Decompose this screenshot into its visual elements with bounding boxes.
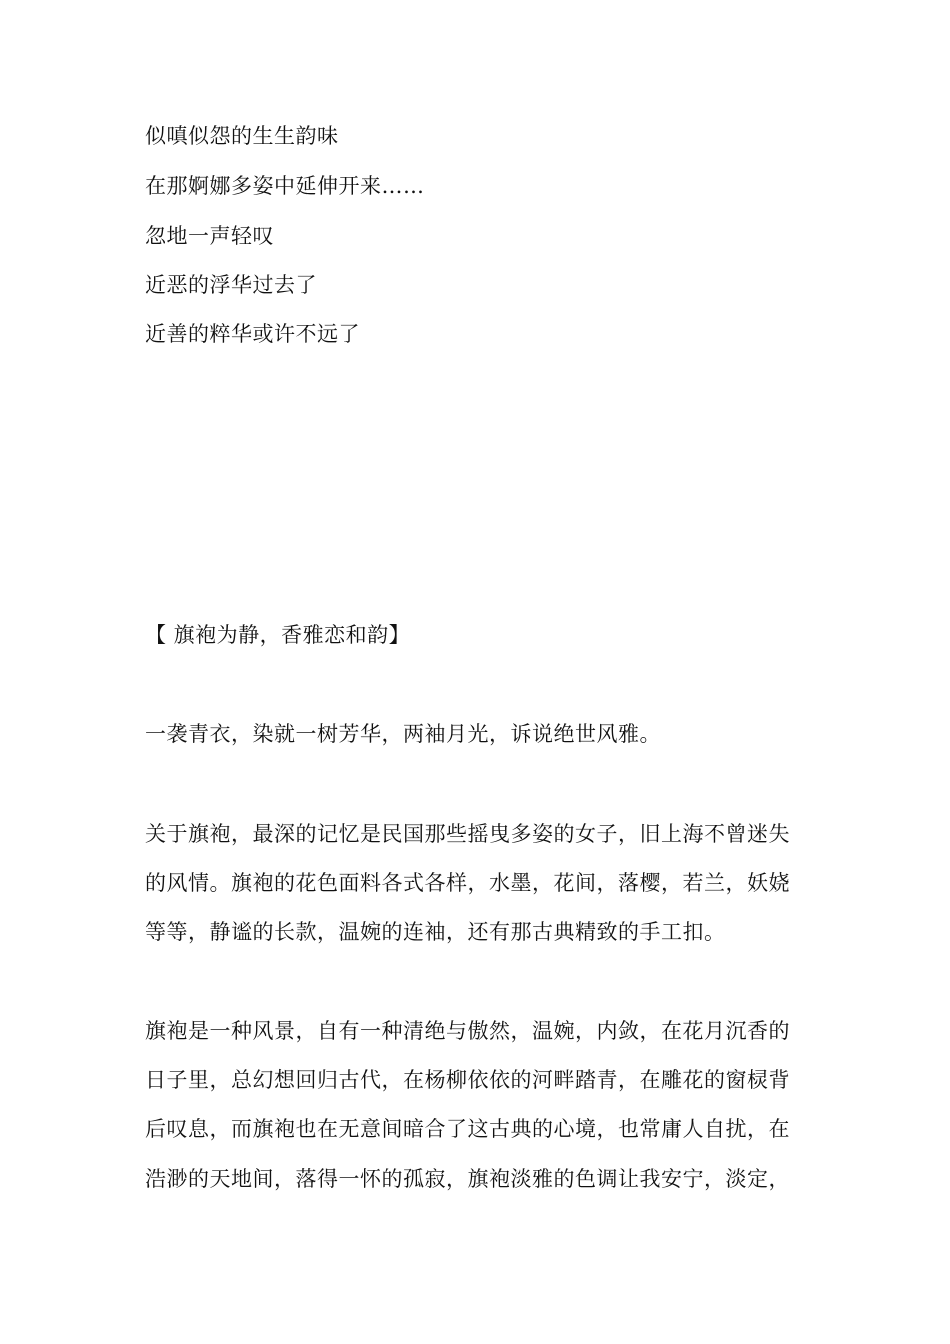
paragraph-line: 浩渺的天地间，落得一怀的孤寂，旗袍淡雅的色调让我安宁，淡定， bbox=[145, 1167, 790, 1191]
paragraph-line: 关于旗袍，最深的记忆是民国那些摇曳多姿的女子，旧上海不曾迷失 bbox=[145, 822, 790, 846]
poem-line: 在那婀娜多姿中延伸开来…… bbox=[145, 174, 425, 198]
section-title: 【 旗袍为静，香雅恋和韵】 bbox=[145, 623, 411, 647]
paragraph-line: 等等，静谧的长款，温婉的连袖，还有那古典精致的手工扣。 bbox=[145, 920, 726, 944]
poem-line: 近善的粹华或许不远了 bbox=[145, 322, 360, 346]
paragraph-line: 旗袍是一种风景，自有一种清绝与傲然，温婉，内敛，在花月沉香的 bbox=[145, 1019, 790, 1043]
paragraph-line: 的风情。旗袍的花色面料各式各样，水墨，花间，落樱，若兰，妖娆 bbox=[145, 871, 790, 895]
poem-line: 忽地一声轻叹 bbox=[145, 224, 274, 248]
paragraph-line: 一袭青衣，染就一树芳华，两袖月光，诉说绝世风雅。 bbox=[145, 722, 661, 746]
poem-line: 似嗔似怨的生生韵味 bbox=[145, 124, 339, 148]
paragraph-line: 后叹息，而旗袍也在无意间暗合了这古典的心境，也常庸人自扰，在 bbox=[145, 1117, 790, 1141]
poem-line: 近恶的浮华过去了 bbox=[145, 273, 317, 297]
paragraph-line: 日子里，总幻想回归古代，在杨柳依依的河畔踏青，在雕花的窗棂背 bbox=[145, 1068, 790, 1092]
